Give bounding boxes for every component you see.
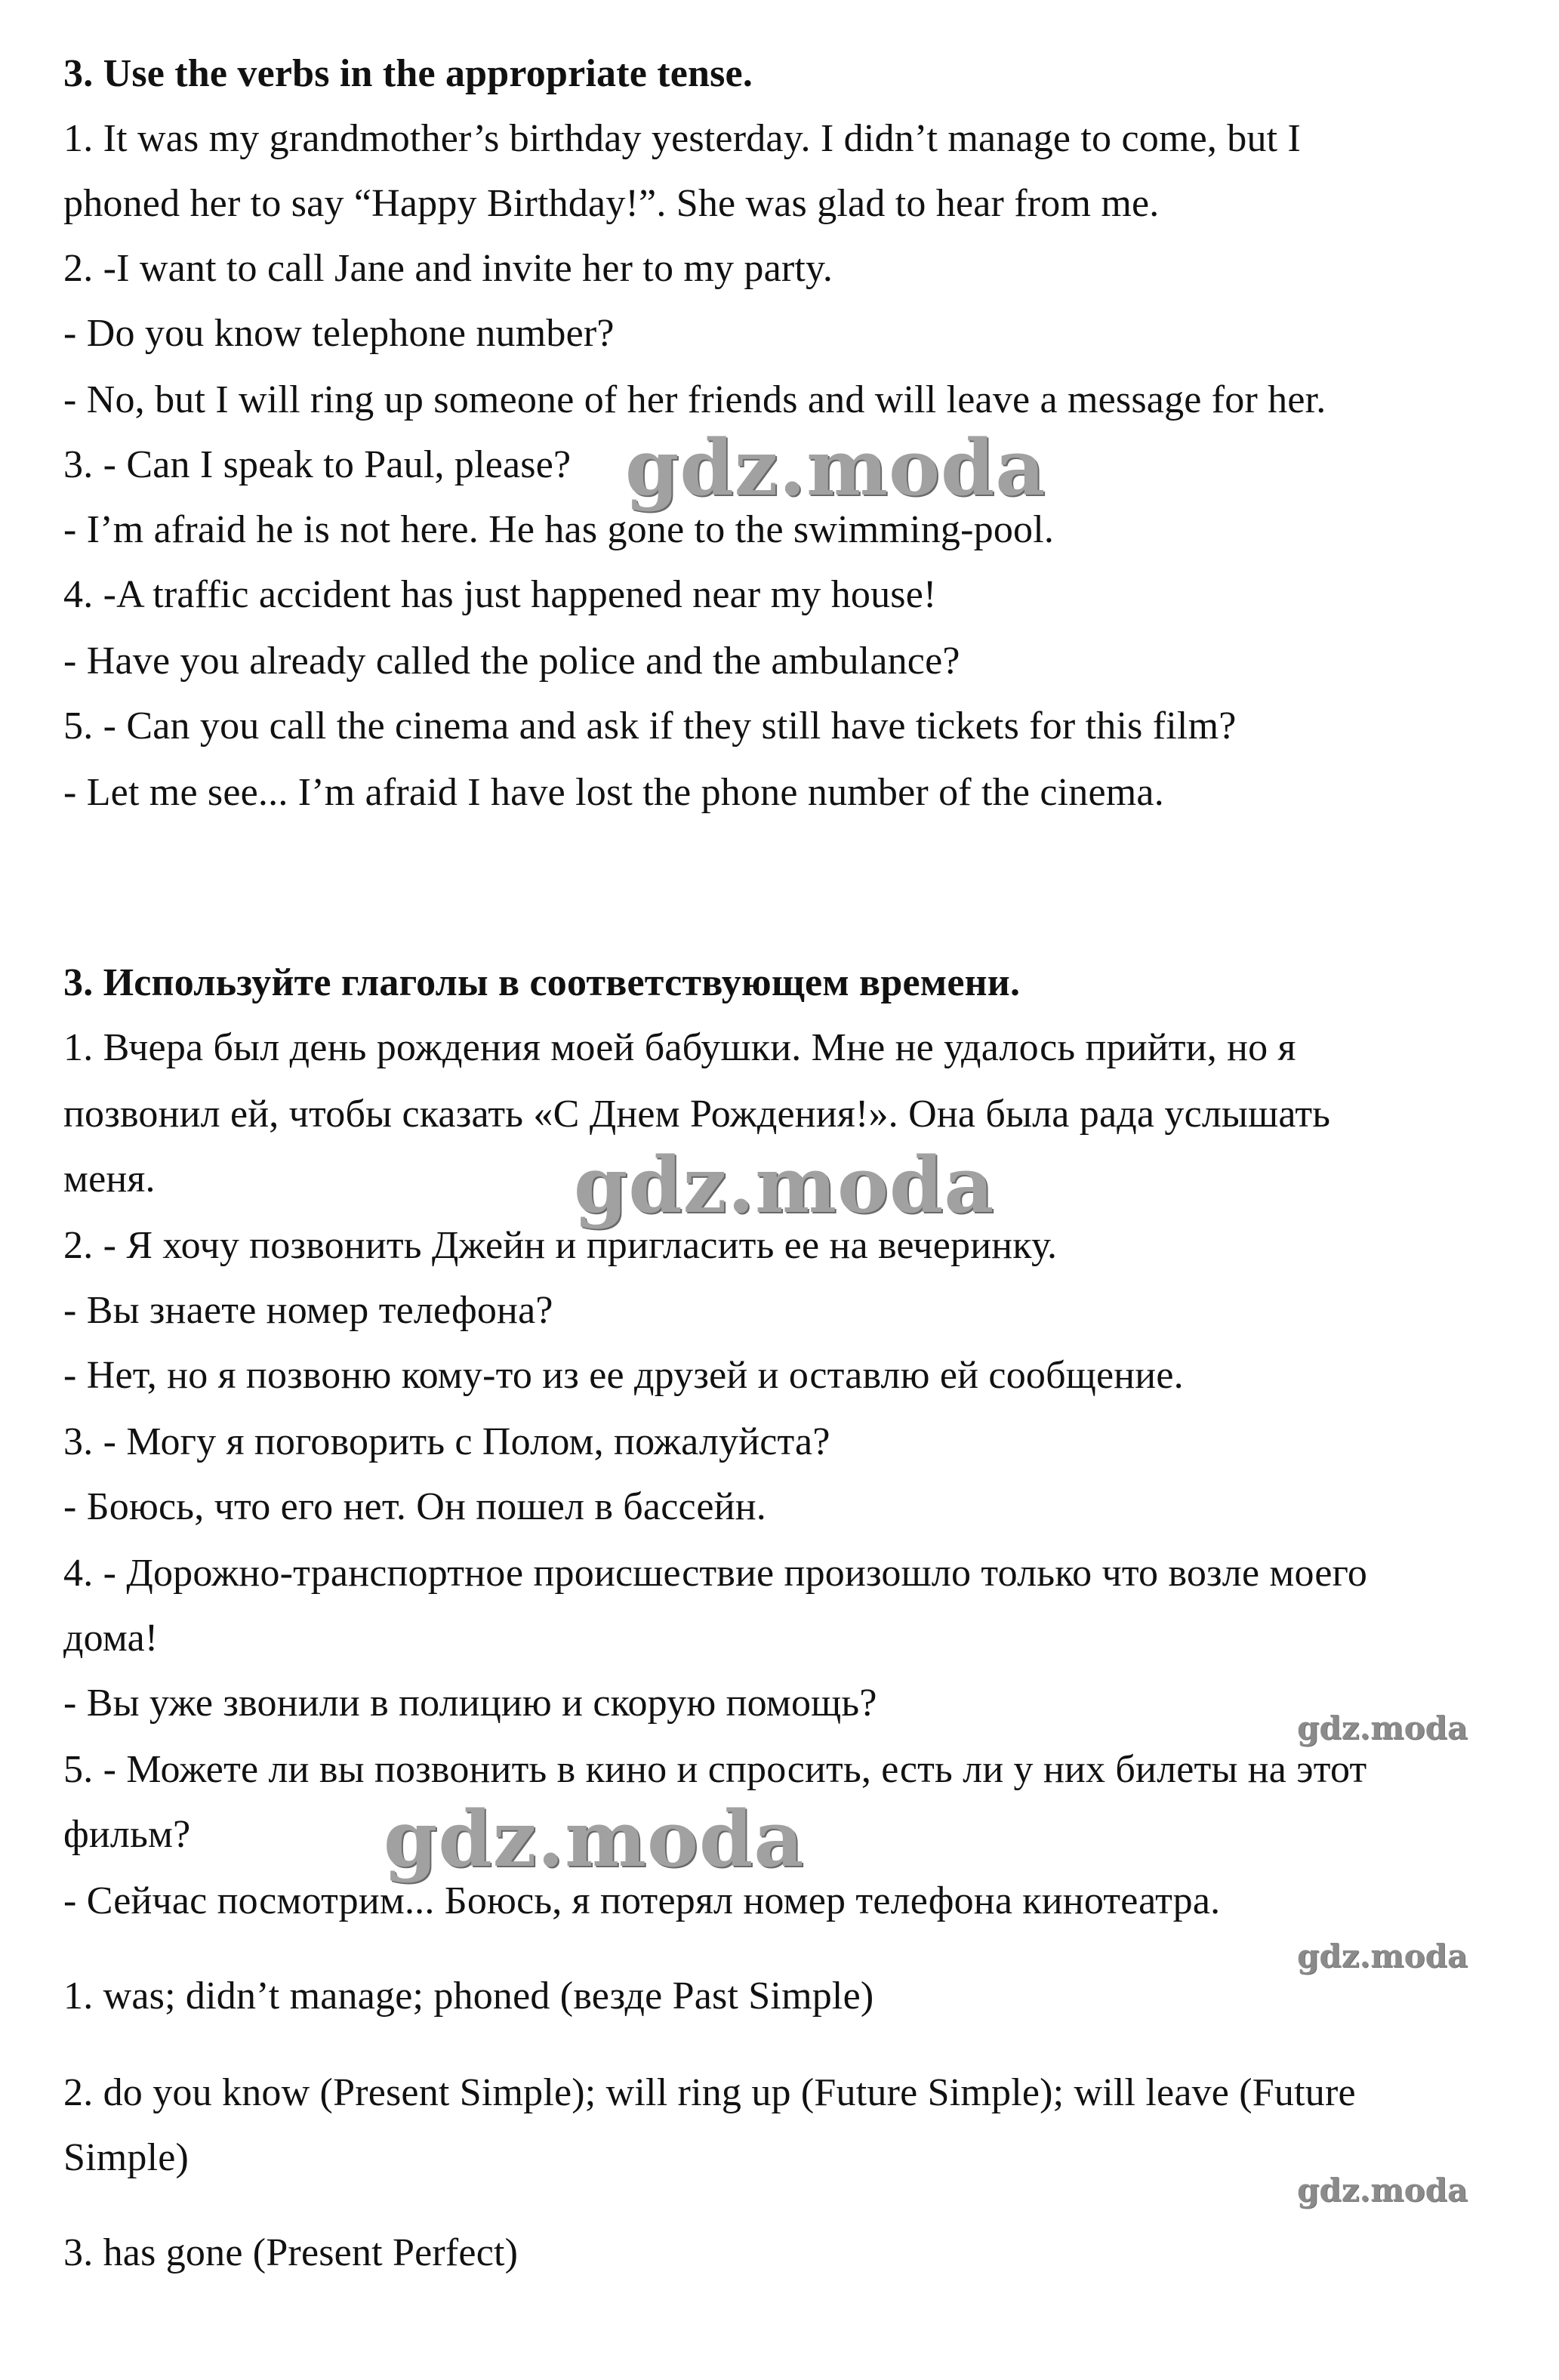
answer-line: Simple) — [63, 2136, 189, 2179]
english-line: 4. -A traffic accident has just happened near my house! — [63, 573, 937, 616]
english-line: - Do you know telephone number? — [63, 312, 615, 355]
english-line: - Let me see... I’m afraid I have lost the phone number of the cinema. — [63, 771, 1164, 814]
english-heading: 3. Use the verbs in the appropriate tense. — [63, 52, 753, 95]
watermark-logo-small: gdz.moda — [1297, 1709, 1468, 1746]
english-line: 5. - Can you call the cinema and ask if they still have tickets for this film? — [63, 704, 1237, 748]
russian-line: фильм? — [63, 1813, 191, 1856]
english-line: - No, but I will ring up someone of her friends and will leave a message for her. — [63, 378, 1326, 421]
watermark-logo-small: gdz.moda — [1297, 2172, 1468, 2209]
russian-line: - Нет, но я позвоню кому-то из ее друзей и оставлю ей сообщение. — [63, 1354, 1184, 1397]
answer-line: 1. was; didn’t manage; phoned (везде Past Simple) — [63, 1975, 874, 2018]
russian-line: 3. - Могу я поговорить с Полом, пожалуйста? — [63, 1420, 830, 1463]
russian-line: - Вы уже звонили в полицию и скорую помощь? — [63, 1682, 877, 1725]
russian-line: 2. - Я хочу позвонить Джейн и пригласить ее на вечеринку. — [63, 1224, 1058, 1267]
russian-line: 1. Вчера был день рождения моей бабушки. Мне не удалось прийти, но я — [63, 1026, 1296, 1069]
russian-line: позвонил ей, чтобы сказать «С Днем Рождения!». Она была рада услышать — [63, 1093, 1331, 1136]
watermark-logo: gdz.moda — [574, 1140, 995, 1231]
english-line: 1. It was my grandmother’s birthday yesterday. I didn’t manage to come, but I — [63, 117, 1302, 160]
russian-line: 5. - Можете ли вы позвонить в кино и спросить, есть ли у них билеты на этот — [63, 1748, 1367, 1791]
russian-line: 4. - Дорожно-транспортное происшествие произошло только что возле моего — [63, 1552, 1368, 1595]
answer-line: 3. has gone (Present Perfect) — [63, 2231, 519, 2274]
watermark-logo-small: gdz.moda — [1297, 1938, 1468, 1975]
russian-heading: 3. Используйте глаголы в соответствующем времени. — [63, 961, 1021, 1004]
answer-line: 2. do you know (Present Simple); will ring up (Future Simple); will leave (Future — [63, 2071, 1356, 2114]
russian-line: - Сейчас посмотрим... Боюсь, я потерял номер телефона кинотеатра. — [63, 1879, 1221, 1922]
english-line: - Have you already called the police and the ambulance? — [63, 640, 960, 683]
watermark-logo: gdz.moda — [384, 1794, 805, 1885]
english-line: 2. -I want to call Jane and invite her to my party. — [63, 247, 833, 290]
english-line: 3. - Can I speak to Paul, please? — [63, 443, 572, 486]
russian-line: - Боюсь, что его нет. Он пошел в бассейн. — [63, 1485, 766, 1528]
english-line: - I’m afraid he is not here. He has gone to the swimming-pool. — [63, 508, 1055, 551]
russian-line: - Вы знаете номер телефона? — [63, 1289, 553, 1332]
watermark-logo: gdz.moda — [625, 423, 1046, 513]
english-line: phoned her to say “Happy Birthday!”. She was glad to hear from me. — [63, 182, 1160, 225]
russian-line: меня. — [63, 1158, 156, 1201]
russian-line: дома! — [63, 1617, 159, 1660]
